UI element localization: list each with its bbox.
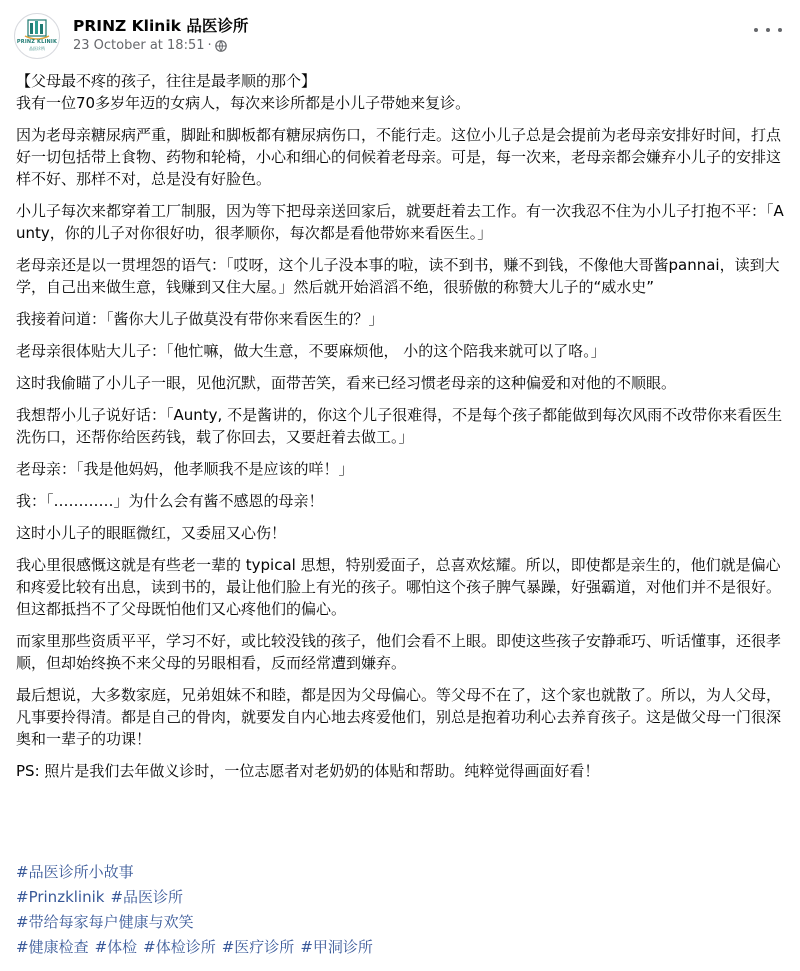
post-paragraph: 小儿子每次来都穿着工厂制服，因为等下把母亲送回家后，就要赶着去工作。有一次我忍不住为小儿子打抱不平：「Aunty，你的儿子对你很好叻，很孝顺你，每次都是看他带妳来看医生。」 bbox=[16, 202, 784, 242]
post-paragraph: 最后想说，大多数家庭，兄弟姐妹不和睦，都是因为父母偏心。等父母不在了，这个家也就散了。所以，为人父母，凡事要拎得清。都是自己的骨肉，就要发自内心地去疼爱他们，别总是抱着功利心去养育孩子。这是做父母一门很深奥和一辈子的功课！ bbox=[16, 686, 782, 748]
post-body bbox=[16, 70, 786, 792]
post-paragraph: 我想帮小儿子说好话：「Aunty, 不是酱讲的，你这个儿子很难得，不是每个孩子都能做到每次风雨不改带你来看医生洗伤口，还帮你给医药钱，载了你回去，又要赶着去做工。」 bbox=[16, 406, 783, 446]
hashtag-link[interactable]: #品医诊所 bbox=[110, 888, 184, 906]
hashtag-link[interactable]: #甲洞诊所 bbox=[300, 938, 373, 956]
post-paragraph: 我接着问道：「酱你大儿子做莫没有带你来看医生的？」 bbox=[16, 310, 384, 328]
more-options-icon[interactable] bbox=[754, 20, 782, 40]
hashtag-link[interactable]: #带给每家每户健康与欢笑 bbox=[16, 913, 194, 931]
avatar-brand-subtext: 品医诊所 bbox=[29, 46, 45, 51]
hashtag-line bbox=[16, 935, 786, 960]
post-meta bbox=[73, 38, 227, 53]
post-paragraph: 而家里那些资质平平，学习不好，或比较没钱的孩子，他们会看不上眼。即使这些孩子安静乖巧、听话懂事，还很孝顺，但却始终换不来父母的另眼相看，反而经常遭到嫌弃。 bbox=[16, 632, 782, 672]
post-paragraph: 【父母最不疼的孩子，往往是最孝顺的那个】 bbox=[16, 72, 317, 90]
avatar-brand-text: PRINZ KLINIK bbox=[16, 39, 58, 45]
hashtag-line bbox=[16, 860, 786, 885]
post-paragraph: 我有一位70多岁年迈的女病人，每次来诊所都是小儿子带她来复诊。 bbox=[16, 94, 471, 112]
post-paragraph: 我心里很感慨这就是有些老一辈的 typical 思想，特别爱面子，总喜欢炫耀。所以，即使都是亲生的，他们就是偏心和疼爱比较有出息，读到书的，最让他们脸上有光的孩子。哪怕这个孩子脾气暴躁，好强霸道，对他们并不是很好。但这都抵挡不了父母既怕他们又心疼他们的偏心。 bbox=[16, 556, 782, 618]
meta-separator: · bbox=[207, 38, 212, 53]
hashtag-link[interactable]: #体检诊所 bbox=[143, 938, 216, 956]
hashtag-list bbox=[16, 860, 786, 960]
post-header bbox=[14, 10, 786, 60]
hashtag-link[interactable]: #品医诊所小故事 bbox=[16, 863, 134, 881]
post-paragraph: 因为老母亲糖尿病严重，脚趾和脚板都有糖尿病伤口，不能行走。这位小儿子总是会提前为老母亲安排好时间，打点好一切包括带上食物、药物和轮椅，小心和细心的伺候着老母亲。可是，每一次来，老母亲都会嫌弃小儿子的安排这样不好、那样不对，总是没有好脸色。 bbox=[16, 126, 782, 188]
post-paragraph: 老母亲很体贴大儿子：「他忙嘛，做大生意，不要麻烦他， 小的这个陪我来就可以了咯。」 bbox=[16, 342, 606, 360]
post-paragraph: 老母亲还是以一贯埋怨的语气：「哎呀，这个儿子没本事的啦，读不到书，赚不到钱，不像他大哥酱pannai，读到大学，自己出来做生意，钱赚到又住大屋。」然后就开始滔滔不绝，很骄傲的称赞大儿子的“威水史” bbox=[16, 256, 780, 296]
post-paragraph: PS: 照片是我们去年做义诊时，一位志愿者对老奶奶的体贴和帮助。纯粹觉得画面好看！ bbox=[16, 762, 600, 780]
post-paragraph: 这时我偷瞄了小儿子一眼，见他沉默，面带苦笑，看来已经习惯老母亲的这种偏爱和对他的不顺眼。 bbox=[16, 374, 677, 392]
hashtag-link[interactable]: #健康检查 bbox=[16, 938, 89, 956]
hashtag-link[interactable]: #体检 bbox=[94, 938, 138, 956]
hashtag-line bbox=[16, 910, 786, 935]
post-timestamp[interactable]: 23 October at 18:51 bbox=[73, 38, 205, 53]
hashtag-line bbox=[16, 885, 786, 910]
post-paragraph: 这时小儿子的眼眶微红，又委屈又心伤！ bbox=[16, 524, 287, 542]
hashtag-link[interactable]: #医疗诊所 bbox=[221, 938, 295, 956]
page-avatar[interactable] bbox=[14, 13, 60, 59]
hashtag-link[interactable]: #Prinzklinik bbox=[16, 888, 105, 906]
globe-icon[interactable] bbox=[215, 40, 227, 52]
post-paragraph: 老母亲：「我是他妈妈，他孝顺我不是应该的咩！」 bbox=[16, 460, 354, 478]
page-name-link[interactable]: PRINZ Klinik 品医诊所 bbox=[73, 17, 249, 35]
post-paragraph: 我：「…………」为什么会有酱不感恩的母亲！ bbox=[16, 492, 324, 510]
